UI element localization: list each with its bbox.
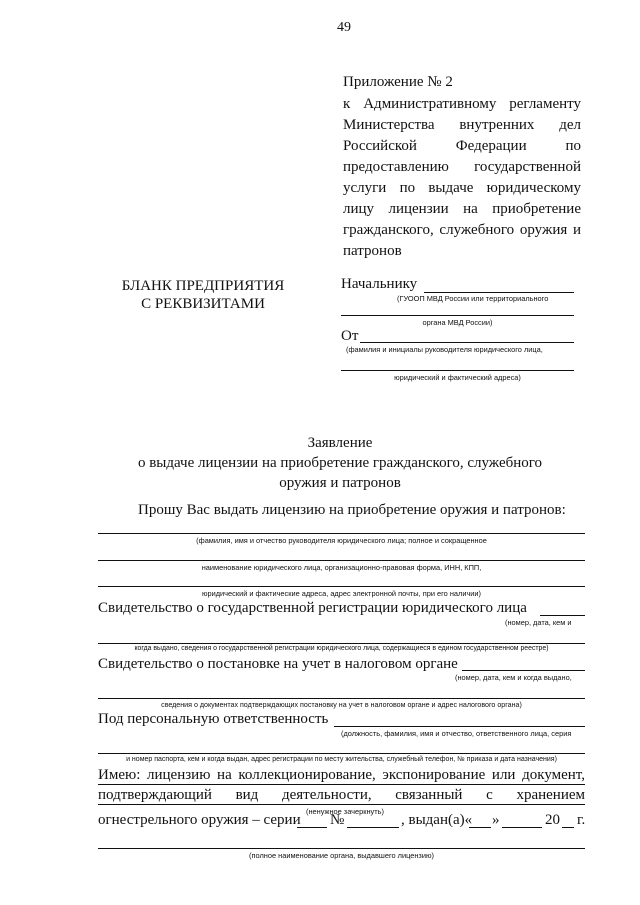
applicant-field-2[interactable] bbox=[98, 560, 585, 561]
appendix-line: патронов bbox=[343, 243, 402, 259]
to-label: Начальнику bbox=[341, 276, 418, 292]
tax-field[interactable] bbox=[462, 670, 585, 671]
registration-caption-1: (номер, дата, кем и bbox=[505, 618, 572, 627]
license-text bbox=[98, 767, 585, 805]
license-line-3-a: огнестрельного оружия – серии bbox=[98, 812, 301, 828]
license-line-3-d: » bbox=[492, 812, 500, 828]
appendix-line: Российской Федерации по bbox=[343, 138, 581, 154]
appendix-line: предоставлению государственной bbox=[343, 159, 581, 175]
issuer-caption: (полное наименование органа, выдавшего лицензию) bbox=[249, 851, 434, 860]
strike-caption: (ненужное зачеркнуть) bbox=[306, 807, 384, 816]
to-field-2[interactable] bbox=[341, 315, 574, 316]
applicant-caption-2: наименование юридического лица, организационно-правовая форма, ИНН, КПП, bbox=[201, 563, 482, 572]
series-field[interactable] bbox=[297, 827, 327, 828]
appendix-title: Приложение № 2 bbox=[343, 74, 453, 90]
title-line-2: о выдаче лицензии на приобретение гражданского, служебного bbox=[137, 455, 543, 471]
applicant-caption-1: (фамилия, имя и отчество руководителя юридического лица; полное и сокращенное bbox=[196, 536, 487, 545]
letterhead-line-1: БЛАНК ПРЕДПРИЯТИЯ bbox=[121, 278, 285, 294]
applicant-field-1[interactable] bbox=[98, 533, 585, 534]
from-label: От bbox=[341, 328, 359, 344]
tax-field-2[interactable] bbox=[98, 698, 585, 699]
license-line-3-e: 20 bbox=[545, 812, 560, 828]
responsibility-label: Под персональную ответственность bbox=[98, 711, 329, 727]
day-field[interactable] bbox=[469, 827, 491, 828]
from-caption-2: юридический и фактический адреса) bbox=[394, 373, 521, 382]
appendix-line: гражданского, служебного оружия и bbox=[343, 222, 581, 238]
registration-field-2[interactable] bbox=[98, 643, 585, 644]
issuer-field[interactable] bbox=[98, 848, 585, 849]
appendix-line: к Административному регламенту bbox=[343, 96, 581, 112]
to-caption: (ГУООП МВД России или территориального bbox=[397, 294, 549, 303]
applicant-field-3[interactable] bbox=[98, 586, 585, 587]
page-number: 49 bbox=[337, 20, 351, 35]
responsibility-field[interactable] bbox=[334, 726, 585, 727]
applicant-caption-3: юридический и фактические адреса, адрес электронной почты, при его наличии) bbox=[201, 589, 482, 598]
appendix-line: Министерства внутренних дел bbox=[343, 117, 581, 133]
tax-label: Свидетельство о постановке на учет в налоговом органе bbox=[98, 656, 458, 672]
license-line-1: Имею: лицензию на коллекционирование, экспонирование или документ, bbox=[98, 767, 585, 783]
responsibility-caption-1: (должность, фамилия, имя и отчество, ответственного лица, серия bbox=[341, 729, 572, 738]
tax-caption-1: (номер, дата, кем и когда выдано, bbox=[455, 673, 572, 682]
from-caption: (фамилия и инициалы руководителя юридического лица, bbox=[346, 345, 543, 354]
responsibility-field-2[interactable] bbox=[98, 753, 585, 754]
from-field[interactable] bbox=[360, 342, 574, 343]
title-line-3: оружия и патронов bbox=[279, 475, 401, 491]
appendix-line: услуги по выдаче юридическому bbox=[343, 180, 581, 196]
license-line-3-c: , выдан(а)« bbox=[401, 812, 473, 828]
license-line-3-b: № bbox=[330, 812, 345, 828]
appendix-line: лицу лицензии на приобретение bbox=[343, 201, 581, 217]
document-title bbox=[100, 433, 580, 493]
to-field[interactable] bbox=[424, 292, 574, 293]
title-line-1: Заявление bbox=[307, 435, 373, 451]
registration-field[interactable] bbox=[540, 615, 585, 616]
letterhead bbox=[98, 277, 308, 313]
license-line-2: подтверждающий вид деятельности, связанный с хранением bbox=[98, 787, 585, 803]
registration-label: Свидетельство о государственной регистрации юридического лица bbox=[98, 600, 527, 616]
to-caption-2: органа МВД России) bbox=[422, 318, 493, 327]
year-field[interactable] bbox=[562, 827, 574, 828]
month-field[interactable] bbox=[502, 827, 542, 828]
license-line-3-f: г. bbox=[577, 812, 586, 828]
request-text: Прошу Вас выдать лицензию на приобретение оружия и патронов: bbox=[138, 502, 566, 518]
responsibility-caption-2: и номер паспорта, кем и когда выдан, адрес регистрации по месту жительства, служебный телефон, № приказа и дата назначения) bbox=[126, 756, 557, 763]
registration-caption-2: когда выдано, сведения о государственной регистрации юридического лица, содержащиеся в едином государственном реестре) bbox=[134, 645, 549, 652]
tax-caption-2: сведения о документах подтверждающих постановку на учет в налоговом органе и адрес налогового органа) bbox=[161, 701, 522, 709]
from-field-2[interactable] bbox=[341, 370, 574, 371]
appendix-text bbox=[343, 94, 581, 262]
letterhead-line-2: С РЕКВИЗИТАМИ bbox=[141, 296, 265, 312]
number-field[interactable] bbox=[347, 827, 399, 828]
